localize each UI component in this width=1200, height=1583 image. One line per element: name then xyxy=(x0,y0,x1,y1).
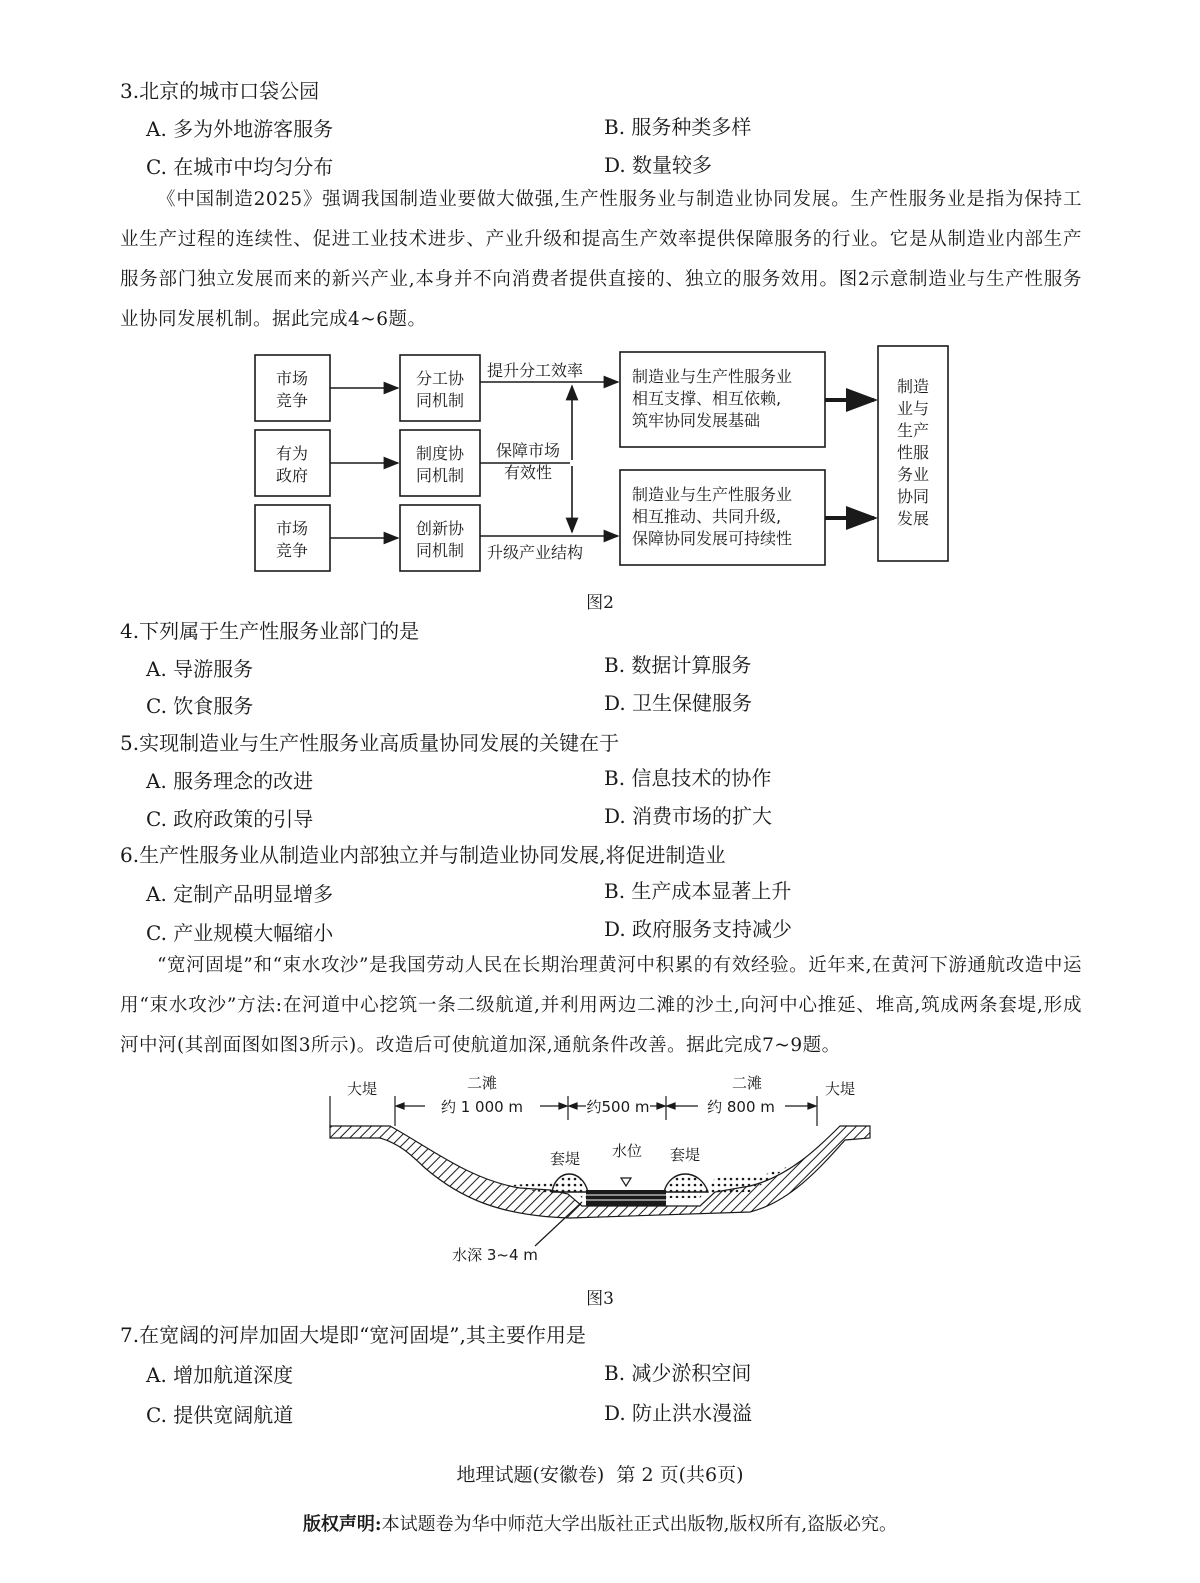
question-5-option-d: D. 消费市场的扩大 xyxy=(604,804,773,828)
label-left-3-line1: 市场 xyxy=(275,519,309,538)
label-result-1-line3: 筑牢协同发展基础 xyxy=(632,411,761,430)
label-mech-1-line2: 同机制 xyxy=(415,391,465,410)
label-left-1-line2: 竞争 xyxy=(275,391,309,410)
question-3-stem: 3.北京的城市口袋公园 xyxy=(120,79,320,103)
question-6-option-b: B. 生产成本显著上升 xyxy=(604,879,792,903)
label-dist-mid: 约500 m xyxy=(586,1098,650,1116)
label-levee-right: 大堤 xyxy=(824,1080,856,1098)
question-3-option-d: D. 数量较多 xyxy=(604,153,713,177)
label-final-line5: 务业 xyxy=(896,465,930,484)
label-dist-right: 约 800 m xyxy=(707,1098,775,1116)
label-arrow-market-2: 有效性 xyxy=(504,463,553,482)
label-inner-levee-left: 套堤 xyxy=(549,1150,581,1168)
navigation-channel-water xyxy=(586,1190,666,1206)
passage-yellow-river-text: “宽河固堤”和“束水攻沙”是我国劳动人民在长期治理黄河中积累的有效经验。近年来,在黄河下游通航改造中运用“束水攻沙”方法:在河道中心挖筑一条二级航道,并利用两边二滩的沙土,向河中心推延、堆高,筑成两条套堤,形成河中河(其剖面图如图3所示)。改造后可使航道加深,通航条件改善。据此完成7~9题。 xyxy=(120,955,1082,1056)
label-mech-3-line1: 创新协 xyxy=(415,519,465,538)
label-dist-left: 约 1 000 m xyxy=(440,1098,524,1116)
figure-3-caption: 图3 xyxy=(586,1289,614,1309)
question-6-option-a: A. 定制产品明显增多 xyxy=(146,882,334,906)
label-mech-3-line2: 同机制 xyxy=(415,541,465,560)
dim-mid-arrow-a xyxy=(569,1103,577,1109)
label-arrow-structure: 升级产业结构 xyxy=(487,543,584,562)
question-5-option-b: B. 信息技术的协作 xyxy=(604,766,772,790)
question-7-option-b: B. 减少淤积空间 xyxy=(604,1361,752,1385)
label-levee-left: 大堤 xyxy=(346,1080,378,1098)
dim-left-arrow-a xyxy=(396,1103,404,1109)
label-mech-1-line1: 分工协 xyxy=(415,369,465,388)
label-final-line7: 发展 xyxy=(896,509,930,528)
dim-left-arrow-b xyxy=(559,1103,567,1109)
box-market-competition-1 xyxy=(255,355,330,421)
passage-manufacturing-text: 《中国制造2025》强调我国制造业要做大做强,生产性服务业与制造业协同发展。生产性服务业是指为保持工业生产过程的连续性、促进工业技术进步、产业升级和提高生产效率提供保障服务的行业。它是从制造业内部生产服务部门独立发展而来的新兴产业,本身并不向消费者提供直接的、独立的服务效用。图2示意制造业与生产性服务业协同发展机制。据此完成4~6题。 xyxy=(120,189,1082,330)
question-5-option-a: A. 服务理念的改进 xyxy=(146,769,314,793)
label-beach-right: 二滩 xyxy=(731,1074,763,1092)
question-4-option-d: D. 卫生保健服务 xyxy=(604,691,753,715)
label-water-depth: 水深 3~4 m xyxy=(452,1246,538,1264)
label-final-line2: 业与 xyxy=(896,399,930,418)
label-result-2-line2: 相互推动、共同升级, xyxy=(632,507,782,526)
label-left-2-line2: 政府 xyxy=(275,466,309,485)
label-arrow-efficiency: 提升分工效率 xyxy=(487,361,584,380)
water-level-marker-icon xyxy=(621,1178,631,1186)
label-final-line6: 协同 xyxy=(896,487,930,506)
box-innovation-mechanism xyxy=(400,505,480,571)
label-final-line1: 制造 xyxy=(896,377,930,396)
question-7-option-c: C. 提供宽阔航道 xyxy=(146,1403,294,1427)
question-6-stem: 6.生产性服务业从制造业内部独立并与制造业协同发展,将促进制造业 xyxy=(120,843,726,867)
label-arrow-market-1: 保障市场 xyxy=(496,441,561,460)
box-government xyxy=(255,430,330,496)
question-4-option-b: B. 数据计算服务 xyxy=(604,653,752,677)
question-5-stem: 5.实现制造业与生产性服务业高质量协同发展的关键在于 xyxy=(120,731,620,755)
label-mech-2-line1: 制度协 xyxy=(415,444,465,463)
label-left-3-line2: 竞争 xyxy=(275,541,309,560)
label-final-line3: 生产 xyxy=(896,421,930,440)
dim-mid-arrow-b xyxy=(657,1103,665,1109)
dim-right-arrow-a xyxy=(667,1103,675,1109)
question-4-stem: 4.下列属于生产性服务业部门的是 xyxy=(120,619,420,643)
label-result-1-line2: 相互支撑、相互依赖, xyxy=(632,389,782,408)
inner-levee-right xyxy=(664,1174,708,1192)
question-7-stem: 7.在宽阔的河岸加固大堤即“宽河固堤”,其主要作用是 xyxy=(120,1323,586,1347)
label-result-2-line1: 制造业与生产性服务业 xyxy=(632,485,793,504)
question-7-option-a: A. 增加航道深度 xyxy=(146,1363,294,1387)
label-beach-left: 二滩 xyxy=(466,1074,498,1092)
question-6-option-c: C. 产业规模大幅缩小 xyxy=(146,921,334,945)
question-5-option-c: C. 政府政策的引导 xyxy=(146,807,314,831)
question-4-option-c: C. 饮食服务 xyxy=(146,694,254,718)
copyright-label: 版权声明: xyxy=(302,1514,382,1535)
label-result-2-line3: 保障协同发展可持续性 xyxy=(632,529,793,548)
figure-3-cross-section xyxy=(320,1068,880,1278)
passage-manufacturing xyxy=(120,180,1082,340)
question-6-option-d: D. 政府服务支持减少 xyxy=(604,917,793,941)
label-inner-levee-right: 套堤 xyxy=(669,1146,701,1164)
label-mech-2-line2: 同机制 xyxy=(415,466,465,485)
inner-levee-left xyxy=(552,1174,588,1192)
question-7-option-d: D. 防止洪水漫溢 xyxy=(604,1401,753,1425)
label-left-2-line1: 有为 xyxy=(275,444,309,463)
label-left-1-line1: 市场 xyxy=(275,369,309,388)
label-final-line4: 性服 xyxy=(896,443,930,462)
figure-2-caption: 图2 xyxy=(586,593,614,613)
box-institution-mechanism xyxy=(400,430,480,496)
passage-yellow-river xyxy=(120,946,1082,1066)
question-3-option-b: B. 服务种类多样 xyxy=(604,115,752,139)
box-market-competition-2 xyxy=(255,505,330,571)
dim-right-arrow-b xyxy=(808,1103,816,1109)
label-result-1-line1: 制造业与生产性服务业 xyxy=(632,367,793,386)
question-3-option-a: A. 多为外地游客服务 xyxy=(146,117,334,141)
label-water-level: 水位 xyxy=(611,1142,643,1160)
question-3-option-c: C. 在城市中均匀分布 xyxy=(146,155,334,179)
question-4-option-a: A. 导游服务 xyxy=(146,657,254,681)
copyright-text: 本试题卷为华中师范大学出版社正式出版物,版权所有,盗版必究。 xyxy=(381,1514,898,1535)
box-division-mechanism xyxy=(400,355,480,421)
copyright-notice xyxy=(0,1510,1200,1536)
page-footer: 地理试题(安徽卷) 第 2 页(共6页) xyxy=(456,1464,744,1486)
figure-2-diagram xyxy=(250,340,960,580)
